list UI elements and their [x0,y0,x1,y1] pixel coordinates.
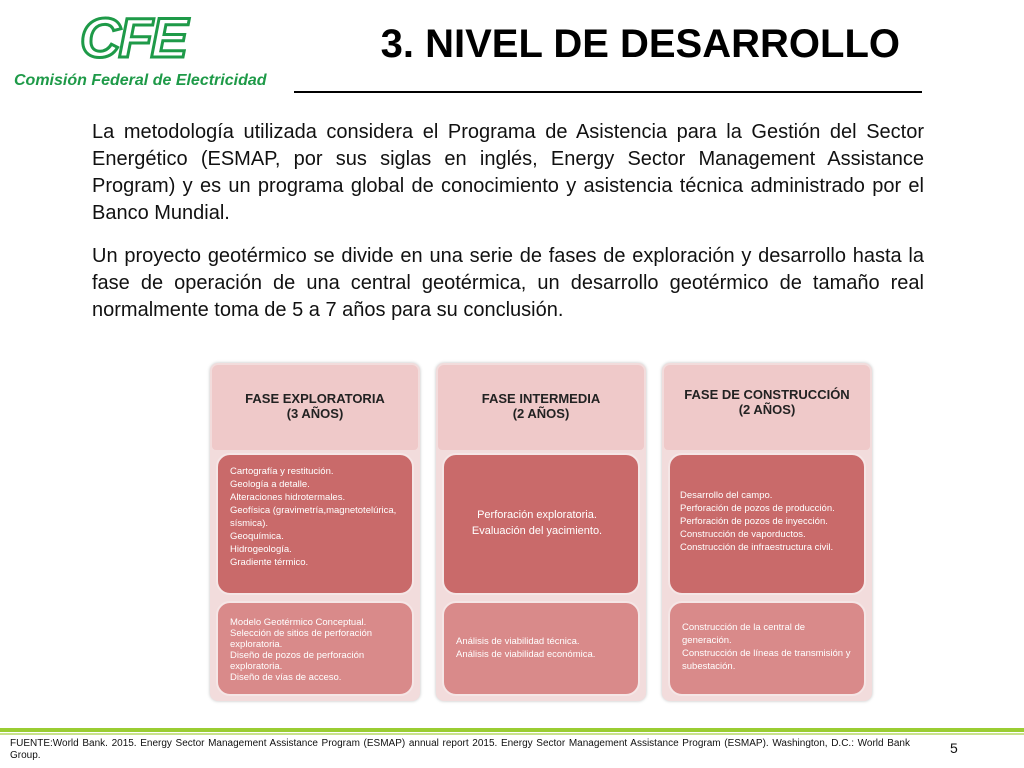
phase-duration: (2 AÑOS) [512,406,570,421]
activity-item: Geología a detalle. [230,479,310,490]
phase-header [664,365,870,450]
activity-item: Construcción de vaporductos. [680,529,806,540]
cfe-logo [10,6,267,94]
logo-wordmark: CFE [80,6,186,69]
logo-subtitle: Comisión Federal de Electricidad [14,72,267,89]
activity-item: Cartografía y restitución. [230,466,334,477]
activity-item: Geoquímica. [230,531,284,542]
phase-outputs-box [216,601,414,696]
phase-column-intermedia [436,363,646,701]
activity-item: Gradiente térmico. [230,557,309,568]
activity-item: Hidrogeología. [230,544,292,555]
phase-column-construccion [662,363,872,701]
slide-title: 3. NIVEL DE DESARROLLO [380,22,900,66]
output-item: Modelo Geotérmico Conceptual. [230,617,367,628]
phase-header [212,365,418,450]
output-item: Selección de sitios de perforación exploratoria. [230,628,373,650]
phase-name: FASE DE CONSTRUCCIÓN [684,387,850,402]
phase-activities-box [668,453,866,595]
title-divider [294,91,922,93]
footer-divider [0,728,1024,732]
activity-item: Geofísica (gravimetría,magnetotelúrica, sísmica). [230,505,397,529]
phases-diagram [210,363,872,703]
phase-name: FASE EXPLORATORIA [245,391,385,406]
output-item: Construcción de la central de generación. [682,622,806,646]
phase-duration: (3 AÑOS) [286,406,344,421]
activity-item: Construcción de infraestructura civil. [680,542,834,553]
phase-activities-box [216,453,414,595]
phase-activities-box [442,453,640,595]
activity-item: Perforación de pozos de producción. [680,503,835,514]
output-item: Análisis de viabilidad económica. [456,649,596,660]
source-footnote: FUENTE:World Bank. 2015. Energy Sector Management Assistance Program (ESMAP) annual report 2015. Energy Sector Management Assistance Program (ESMAP). Washington, D.C.: World Bank Group. [10,738,910,761]
phase-name: FASE INTERMEDIA [481,391,601,406]
methodology-paragraph: La metodología utilizada considera el Programa de Asistencia para la Gestión del Sector Energético (ESMAP, por sus siglas en inglés, Energy Sector Management Assistance Program) y es un programa global de conocimiento y asistencia técnica administrado por el Banco Mundial. [92,121,924,224]
footer-divider-thin [0,733,1024,735]
page-number: 5 [950,740,958,756]
phase-outputs-box [668,601,866,696]
activity-item: Alteraciones hidrotermales. [230,492,346,503]
activity-item: Desarrollo del campo. [680,490,773,501]
output-item: Diseño de pozos de perforación exploratoria. [230,650,365,672]
activity-item: Perforación de pozos de inyección. [680,516,828,527]
activity-item: Evaluación del yacimiento. [471,525,603,537]
phase-header [438,365,644,450]
phase-outputs-box [442,601,640,696]
phase-duration: (2 AÑOS) [738,402,796,417]
project-phases-paragraph: Un proyecto geotérmico se divide en una serie de fases de exploración y desarrollo hasta la fase de operación de una central geotérmica, un desarrollo geotérmico de tamaño real normalmente toma de 5 a 7 años para su conclusión. [92,245,924,321]
phase-column-exploratoria [210,363,420,701]
activity-item: Perforación exploratoria. [477,509,597,521]
output-item: Análisis de viabilidad técnica. [456,636,580,647]
output-item: Construcción de líneas de transmisión y subestación. [682,648,851,672]
output-item: Diseño de vías de acceso. [230,672,342,683]
